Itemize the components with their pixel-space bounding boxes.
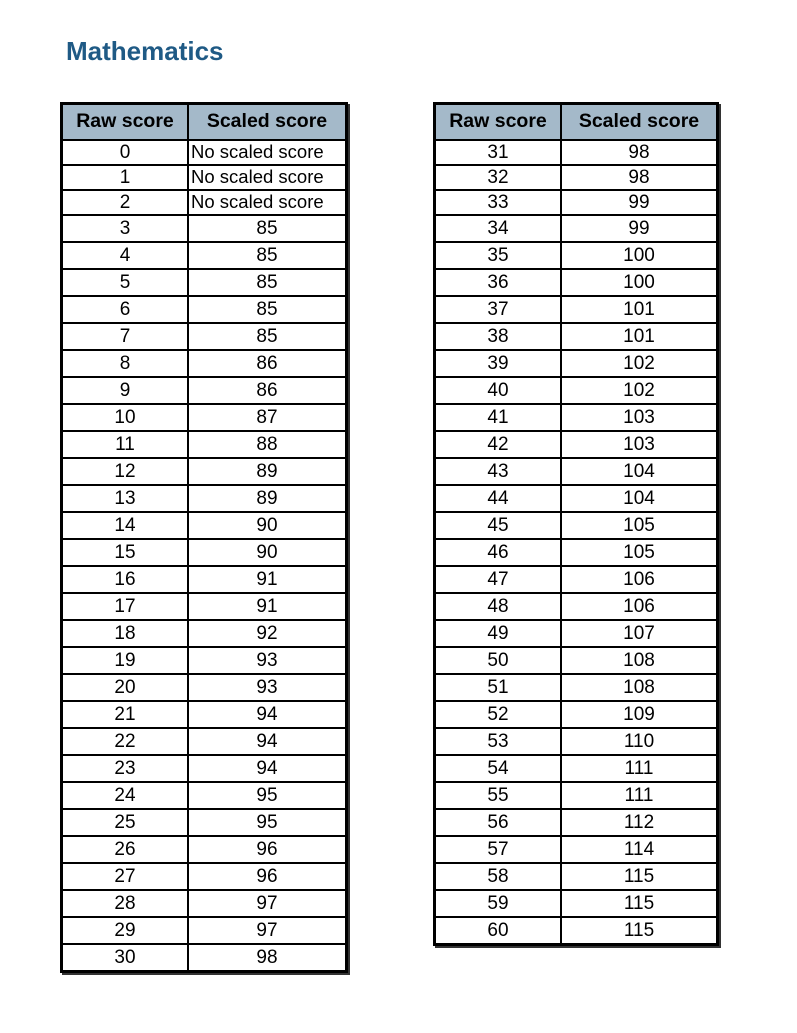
scaled-score-cell: 93 xyxy=(188,647,347,674)
scaled-score-cell: 105 xyxy=(561,512,718,539)
raw-score-header: Raw score xyxy=(435,104,562,141)
scaled-score-cell: 103 xyxy=(561,431,718,458)
raw-score-cell: 56 xyxy=(435,809,562,836)
raw-score-cell: 21 xyxy=(62,701,189,728)
scaled-score-cell: 104 xyxy=(561,458,718,485)
raw-score-cell: 2 xyxy=(62,190,189,215)
table-row xyxy=(62,350,347,377)
table-row xyxy=(62,917,347,944)
scaled-score-cell: 92 xyxy=(188,620,347,647)
table-row xyxy=(62,566,347,593)
raw-score-cell: 11 xyxy=(62,431,189,458)
raw-score-cell: 41 xyxy=(435,404,562,431)
raw-score-cell: 5 xyxy=(62,269,189,296)
table-row xyxy=(435,836,718,863)
table-row xyxy=(435,674,718,701)
table-row xyxy=(435,190,718,215)
scaled-score-cell: No scaled score xyxy=(188,190,347,215)
raw-score-cell: 57 xyxy=(435,836,562,863)
table-row xyxy=(435,917,718,945)
table-row xyxy=(435,242,718,269)
table-row xyxy=(62,755,347,782)
table-row xyxy=(435,728,718,755)
scaled-score-cell: 115 xyxy=(561,917,718,945)
raw-score-cell: 6 xyxy=(62,296,189,323)
table-row xyxy=(62,539,347,566)
table-row xyxy=(62,431,347,458)
raw-score-cell: 34 xyxy=(435,215,562,242)
raw-score-cell: 7 xyxy=(62,323,189,350)
table-row xyxy=(435,485,718,512)
raw-score-cell: 26 xyxy=(62,836,189,863)
raw-score-cell: 51 xyxy=(435,674,562,701)
raw-score-cell: 24 xyxy=(62,782,189,809)
raw-score-cell: 55 xyxy=(435,782,562,809)
table-row xyxy=(435,701,718,728)
scaled-score-cell: 85 xyxy=(188,269,347,296)
scaled-score-cell: 99 xyxy=(561,190,718,215)
scaled-score-cell: 96 xyxy=(188,836,347,863)
raw-score-cell: 49 xyxy=(435,620,562,647)
scaled-score-cell: 94 xyxy=(188,701,347,728)
scaled-score-cell: No scaled score xyxy=(188,165,347,190)
page-title: Mathematics xyxy=(66,36,224,66)
scaled-score-cell: 95 xyxy=(188,782,347,809)
table-row xyxy=(62,863,347,890)
raw-score-cell: 14 xyxy=(62,512,189,539)
table-row xyxy=(62,944,347,972)
raw-score-cell: 46 xyxy=(435,539,562,566)
raw-score-cell: 45 xyxy=(435,512,562,539)
score-table-right xyxy=(433,102,719,946)
scaled-score-cell: 101 xyxy=(561,323,718,350)
raw-score-cell: 20 xyxy=(62,674,189,701)
table-row xyxy=(62,458,347,485)
scaled-score-cell: 112 xyxy=(561,809,718,836)
raw-score-cell: 29 xyxy=(62,917,189,944)
scaled-score-cell: 88 xyxy=(188,431,347,458)
table-row xyxy=(435,323,718,350)
table-row xyxy=(435,404,718,431)
table-row xyxy=(62,242,347,269)
table-row xyxy=(62,377,347,404)
scaled-score-cell: 114 xyxy=(561,836,718,863)
raw-score-cell: 23 xyxy=(62,755,189,782)
table-row xyxy=(62,701,347,728)
scaled-score-cell: 98 xyxy=(561,140,718,165)
table-row xyxy=(62,620,347,647)
scaled-score-cell: 86 xyxy=(188,350,347,377)
raw-score-cell: 58 xyxy=(435,863,562,890)
table-row xyxy=(435,890,718,917)
table-row xyxy=(62,269,347,296)
scaled-score-cell: 107 xyxy=(561,620,718,647)
raw-score-cell: 30 xyxy=(62,944,189,972)
scaled-score-cell: 105 xyxy=(561,539,718,566)
scaled-score-header: Scaled score xyxy=(561,104,718,141)
scaled-score-header: Scaled score xyxy=(188,104,347,141)
raw-score-cell: 60 xyxy=(435,917,562,945)
table-row xyxy=(435,755,718,782)
table-row xyxy=(435,512,718,539)
raw-score-cell: 47 xyxy=(435,566,562,593)
raw-score-cell: 35 xyxy=(435,242,562,269)
table-row xyxy=(62,836,347,863)
table-row xyxy=(435,350,718,377)
raw-score-cell: 4 xyxy=(62,242,189,269)
table-row xyxy=(62,809,347,836)
scaled-score-cell: 104 xyxy=(561,485,718,512)
raw-score-cell: 28 xyxy=(62,890,189,917)
table-row xyxy=(62,512,347,539)
table-row xyxy=(435,269,718,296)
table-row xyxy=(435,140,718,165)
table-row xyxy=(62,215,347,242)
scaled-score-cell: 101 xyxy=(561,296,718,323)
scaled-score-cell: 102 xyxy=(561,377,718,404)
table-row xyxy=(62,404,347,431)
table-row xyxy=(435,863,718,890)
scaled-score-cell: 106 xyxy=(561,566,718,593)
table-row xyxy=(435,620,718,647)
scaled-score-cell: 115 xyxy=(561,890,718,917)
raw-score-cell: 53 xyxy=(435,728,562,755)
table-row xyxy=(435,165,718,190)
raw-score-cell: 12 xyxy=(62,458,189,485)
table-row xyxy=(435,431,718,458)
table-row xyxy=(435,593,718,620)
table-row xyxy=(62,674,347,701)
scaled-score-cell: 100 xyxy=(561,269,718,296)
table-row xyxy=(62,140,347,165)
table-row xyxy=(62,165,347,190)
raw-score-cell: 25 xyxy=(62,809,189,836)
raw-score-cell: 44 xyxy=(435,485,562,512)
raw-score-cell: 15 xyxy=(62,539,189,566)
scaled-score-cell: 102 xyxy=(561,350,718,377)
scaled-score-cell: 86 xyxy=(188,377,347,404)
scaled-score-cell: 85 xyxy=(188,323,347,350)
raw-score-cell: 32 xyxy=(435,165,562,190)
raw-score-cell: 31 xyxy=(435,140,562,165)
table-row xyxy=(62,296,347,323)
scaled-score-cell: 96 xyxy=(188,863,347,890)
raw-score-cell: 16 xyxy=(62,566,189,593)
scaled-score-cell: 89 xyxy=(188,485,347,512)
raw-score-cell: 17 xyxy=(62,593,189,620)
scaled-score-cell: 87 xyxy=(188,404,347,431)
raw-score-cell: 37 xyxy=(435,296,562,323)
raw-score-cell: 19 xyxy=(62,647,189,674)
table-row xyxy=(435,458,718,485)
scaled-score-cell: 94 xyxy=(188,755,347,782)
score-table-left xyxy=(60,102,348,973)
scaled-score-cell: 90 xyxy=(188,512,347,539)
raw-score-cell: 9 xyxy=(62,377,189,404)
raw-score-cell: 0 xyxy=(62,140,189,165)
scaled-score-cell: 85 xyxy=(188,296,347,323)
raw-score-cell: 43 xyxy=(435,458,562,485)
table-row xyxy=(62,190,347,215)
scaled-score-cell: 85 xyxy=(188,215,347,242)
scaled-score-cell: 103 xyxy=(561,404,718,431)
scaled-score-cell: 94 xyxy=(188,728,347,755)
raw-score-cell: 42 xyxy=(435,431,562,458)
raw-score-cell: 33 xyxy=(435,190,562,215)
raw-score-cell: 54 xyxy=(435,755,562,782)
raw-score-header: Raw score xyxy=(62,104,189,141)
raw-score-cell: 36 xyxy=(435,269,562,296)
table-row xyxy=(435,215,718,242)
scaled-score-cell: 99 xyxy=(561,215,718,242)
table-row xyxy=(62,728,347,755)
raw-score-cell: 39 xyxy=(435,350,562,377)
scaled-score-cell: 95 xyxy=(188,809,347,836)
scaled-score-cell: 93 xyxy=(188,674,347,701)
raw-score-cell: 27 xyxy=(62,863,189,890)
raw-score-cell: 1 xyxy=(62,165,189,190)
scaled-score-cell: 115 xyxy=(561,863,718,890)
table-row xyxy=(62,647,347,674)
raw-score-cell: 18 xyxy=(62,620,189,647)
table-row xyxy=(435,377,718,404)
raw-score-cell: 13 xyxy=(62,485,189,512)
raw-score-cell: 22 xyxy=(62,728,189,755)
table-row xyxy=(435,566,718,593)
table-row xyxy=(435,647,718,674)
scaled-score-cell: 91 xyxy=(188,566,347,593)
scaled-score-cell: 108 xyxy=(561,647,718,674)
scaled-score-cell: 111 xyxy=(561,782,718,809)
raw-score-cell: 8 xyxy=(62,350,189,377)
table-row xyxy=(62,323,347,350)
scaled-score-cell: 98 xyxy=(188,944,347,972)
scaled-score-cell: 106 xyxy=(561,593,718,620)
table-row xyxy=(435,782,718,809)
scaled-score-cell: No scaled score xyxy=(188,140,347,165)
table-row xyxy=(62,593,347,620)
scaled-score-cell: 90 xyxy=(188,539,347,566)
scaled-score-cell: 100 xyxy=(561,242,718,269)
scaled-score-cell: 111 xyxy=(561,755,718,782)
table-row xyxy=(435,296,718,323)
scaled-score-cell: 89 xyxy=(188,458,347,485)
table-row xyxy=(435,539,718,566)
scaled-score-cell: 110 xyxy=(561,728,718,755)
scaled-score-cell: 98 xyxy=(561,165,718,190)
scaled-score-cell: 108 xyxy=(561,674,718,701)
raw-score-cell: 52 xyxy=(435,701,562,728)
raw-score-cell: 59 xyxy=(435,890,562,917)
raw-score-cell: 10 xyxy=(62,404,189,431)
table-row xyxy=(62,890,347,917)
scaled-score-cell: 97 xyxy=(188,917,347,944)
table-row xyxy=(62,782,347,809)
scaled-score-cell: 85 xyxy=(188,242,347,269)
raw-score-cell: 48 xyxy=(435,593,562,620)
scaled-score-cell: 91 xyxy=(188,593,347,620)
raw-score-cell: 40 xyxy=(435,377,562,404)
scaled-score-cell: 109 xyxy=(561,701,718,728)
table-row xyxy=(435,809,718,836)
scaled-score-cell: 97 xyxy=(188,890,347,917)
raw-score-cell: 50 xyxy=(435,647,562,674)
raw-score-cell: 3 xyxy=(62,215,189,242)
raw-score-cell: 38 xyxy=(435,323,562,350)
table-row xyxy=(62,485,347,512)
